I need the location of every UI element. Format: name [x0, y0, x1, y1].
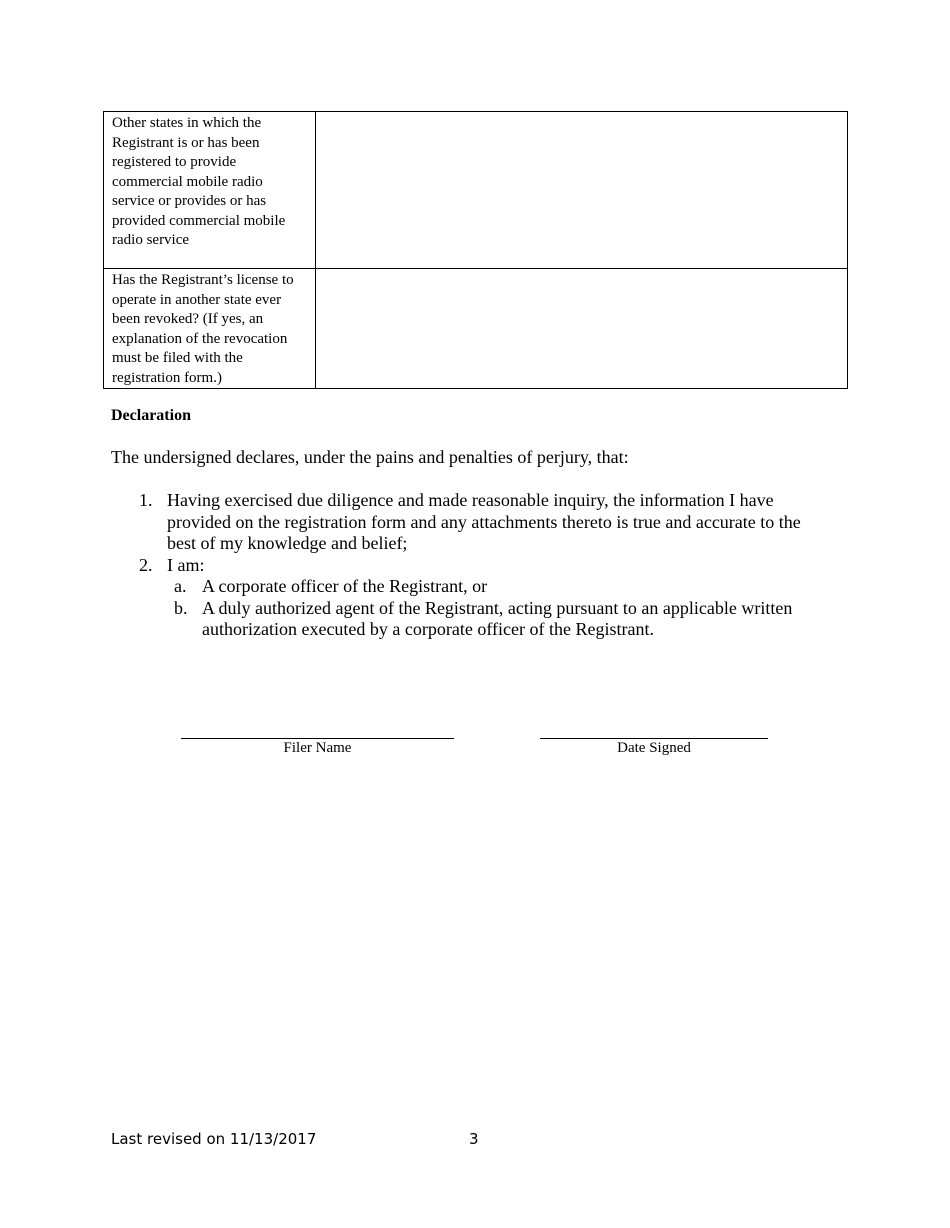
filer-name-label: Filer Name [283, 740, 352, 756]
declaration-heading: Declaration [111, 407, 191, 424]
declaration-intro: The undersigned declares, under the pains and penalties of perjury, that: [111, 447, 629, 467]
footer-revised-date: Last revised on 11/13/2017 [111, 1130, 317, 1148]
sublist-item-letter: b. [174, 597, 188, 618]
registration-info-table [103, 111, 848, 389]
table-row [104, 112, 848, 269]
list-item-number: 1. [139, 490, 153, 510]
list-item-number: 2. [139, 554, 153, 575]
filer-name-signature-line[interactable] [181, 738, 454, 757]
row-label-other-states: Other states in which the Registrant is or has been registered to provide commercial mobile radio service or provides or has provided commercial mobile radio service [104, 112, 316, 269]
sublist-item-letter: a. [174, 576, 187, 596]
list-item [111, 555, 831, 641]
sublist-item [167, 576, 831, 598]
declaration-list [111, 490, 831, 641]
declaration-sublist [167, 576, 831, 641]
list-item [111, 490, 831, 555]
date-signed-signature-line[interactable] [540, 738, 768, 757]
sublist-item-text: A duly authorized agent of the Registrant, acting pursuant to an applicable written authorization executed by a corporate officer of the Registrant. [202, 597, 793, 639]
row-value-other-states[interactable] [316, 112, 848, 269]
date-signed-label: Date Signed [617, 740, 691, 756]
sublist-item-text: A corporate officer of the Registrant, or [202, 576, 488, 596]
table-row [104, 269, 848, 389]
row-label-license-revoked: Has the Registrant’s license to operate in another state ever been revoked? (If yes, an explanation of the revocation must be filed with the registration form.) [104, 269, 316, 389]
footer-page-number: 3 [469, 1130, 479, 1148]
row-value-license-revoked[interactable] [316, 269, 848, 389]
sublist-item [167, 598, 831, 641]
list-item-text: Having exercised due diligence and made reasonable inquiry, the information I have provided on the registration form and any attachments thereto is true and accurate to the best of my knowledge and belief; [167, 490, 801, 553]
list-item-text: I am: [167, 554, 205, 575]
